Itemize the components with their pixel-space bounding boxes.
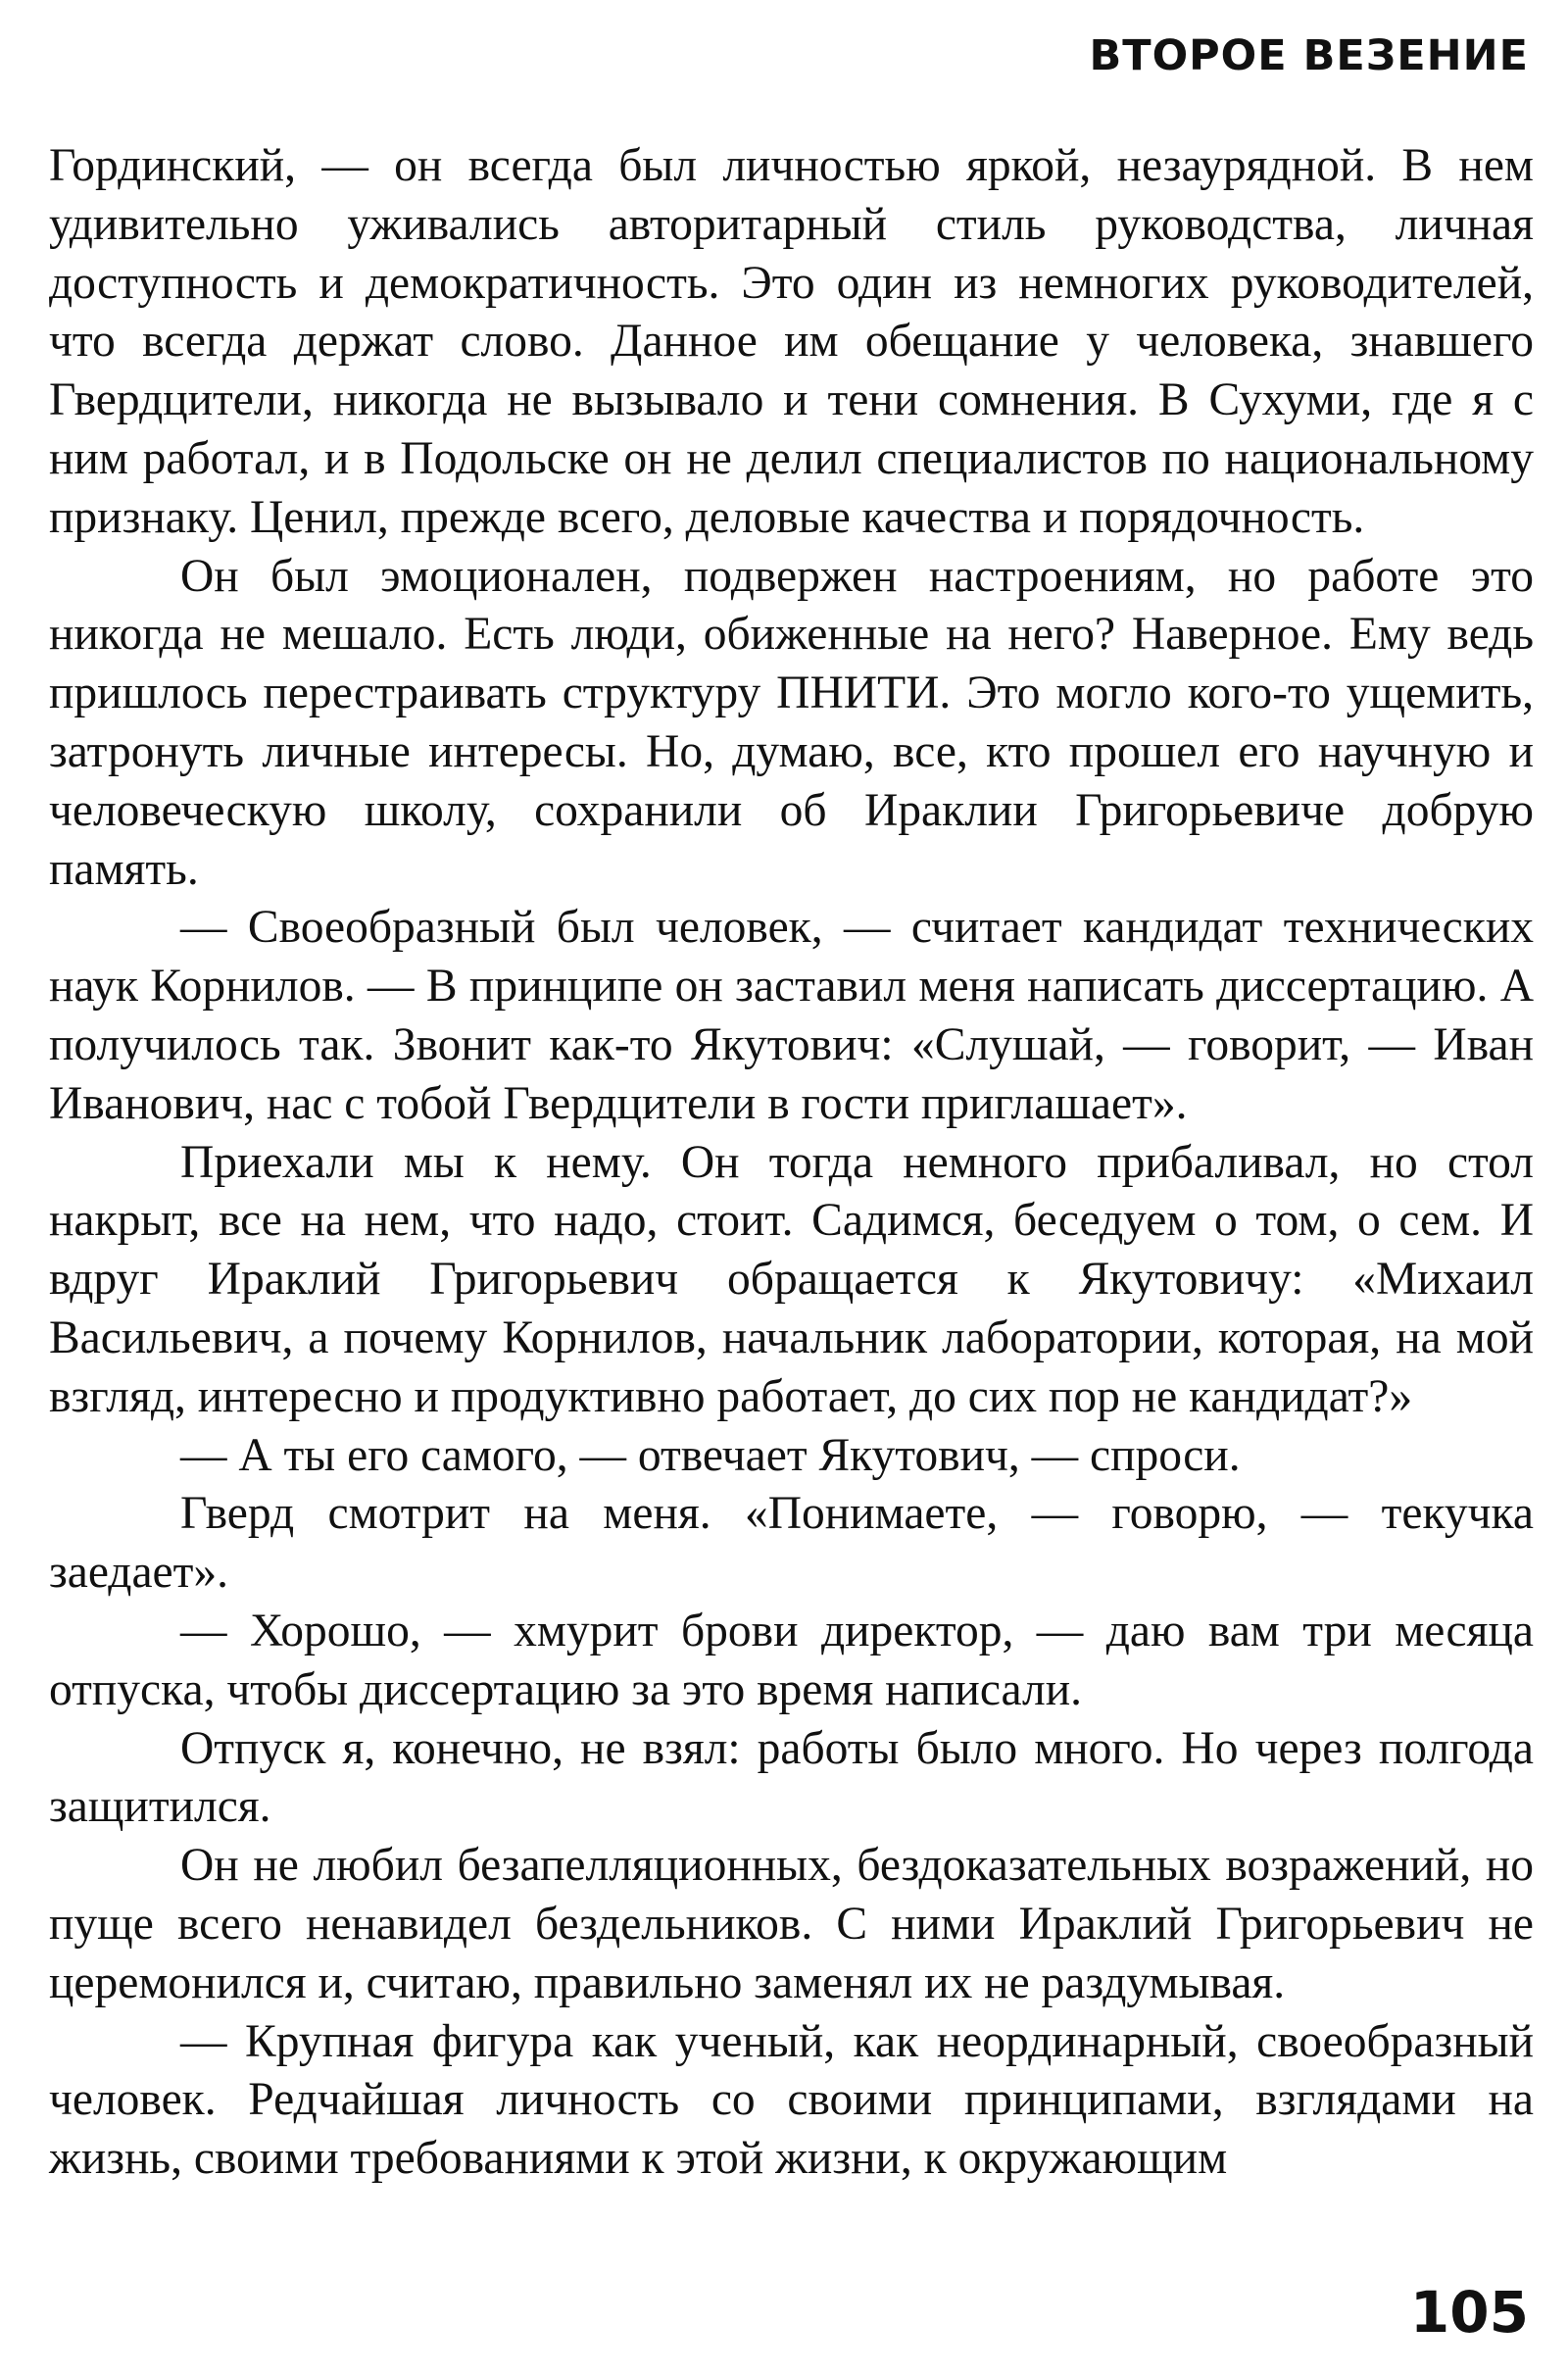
paragraph-6: Гверд смотрит на меня. «Понимаете, — говорю, — текучка заедает».: [49, 1488, 1534, 1599]
paragraph-10: — Крупная фигура как ученый, как неординарный, своеобразный человек. Редчайшая личность со своими принципами, взглядами на жизнь, своими требованиями к этой жизни, к окружающим: [49, 2015, 1534, 2185]
paragraph-7: — Хорошо, — хмурит брови директор, — даю вам три месяца отпуска, чтобы диссертацию за это время написали.: [49, 1605, 1534, 1715]
paragraph-2: Он был эмоционален, подвержен настроениям, но работе это никогда не мешало. Есть люди, обиженные на него? Наверное. Ему ведь пришлось перестраивать структуру ПНИТИ. Это могло кого-то ущемить, затронуть личные интересы. Но, думаю, все, кто прошел его научную и человеческую школу, сохранили об Ираклии Григорьевиче добрую память.: [49, 550, 1534, 895]
paragraph-1: Гординский, — он всегда был личностью яркой, незаурядной. В нем удивительно уживались авторитарный стиль руководства, личная доступность и демократичность. Это один из немногих руководителей, что всегда держат слово. Данное им обещание у человека, знавшего Гвердцители, никогда не вызывало и тени сомнения. В Сухуми, где я с ним работал, и в Подольске он не делил специалистов по национальному признаку. Ценил, прежде всего, деловые качества и порядочность.: [49, 140, 1534, 543]
running-header-title: ВТОРОЕ ВЕЗЕНИЕ: [1089, 31, 1529, 80]
page-number: 105: [1409, 2279, 1529, 2346]
paragraph-3: — Своеобразный был человек, — считает кандидат технических наук Корнилов. — В принципе он заставил меня написать диссертацию. А получилось так. Звонит как-то Якутович: «Слушай, — говорит, — Иван Иванович, нас с тобой Гвердцители в гости приглашает».: [49, 902, 1534, 1129]
paragraph-4: Приехали мы к нему. Он тогда немного прибаливал, но стол накрыт, все на нем, что надо, стоит. Садимся, беседуем о том, о сем. И вдруг Ираклий Григорьевич обращается к Якутовичу: «Михаил Васильевич, а почему Корнилов, начальник лаборатории, которая, на мой взгляд, интересно и продуктивно работает, до сих пор не кандидат?»: [49, 1136, 1534, 1422]
body-text: [49, 137, 1534, 2189]
paragraph-9: Он не любил безапелляционных, бездоказательных возражений, но пуще всего ненавидел бездельников. С ними Ираклий Григорьевич не церемонился и, считаю, правильно заменял их не раздумывая.: [49, 1840, 1534, 2008]
paragraph-8: Отпуск я, конечно, не взял: работы было много. Но через полгода защитился.: [49, 1722, 1534, 1833]
paragraph-5: — А ты его самого, — отвечает Якутович, — спроси.: [180, 1429, 1241, 1481]
